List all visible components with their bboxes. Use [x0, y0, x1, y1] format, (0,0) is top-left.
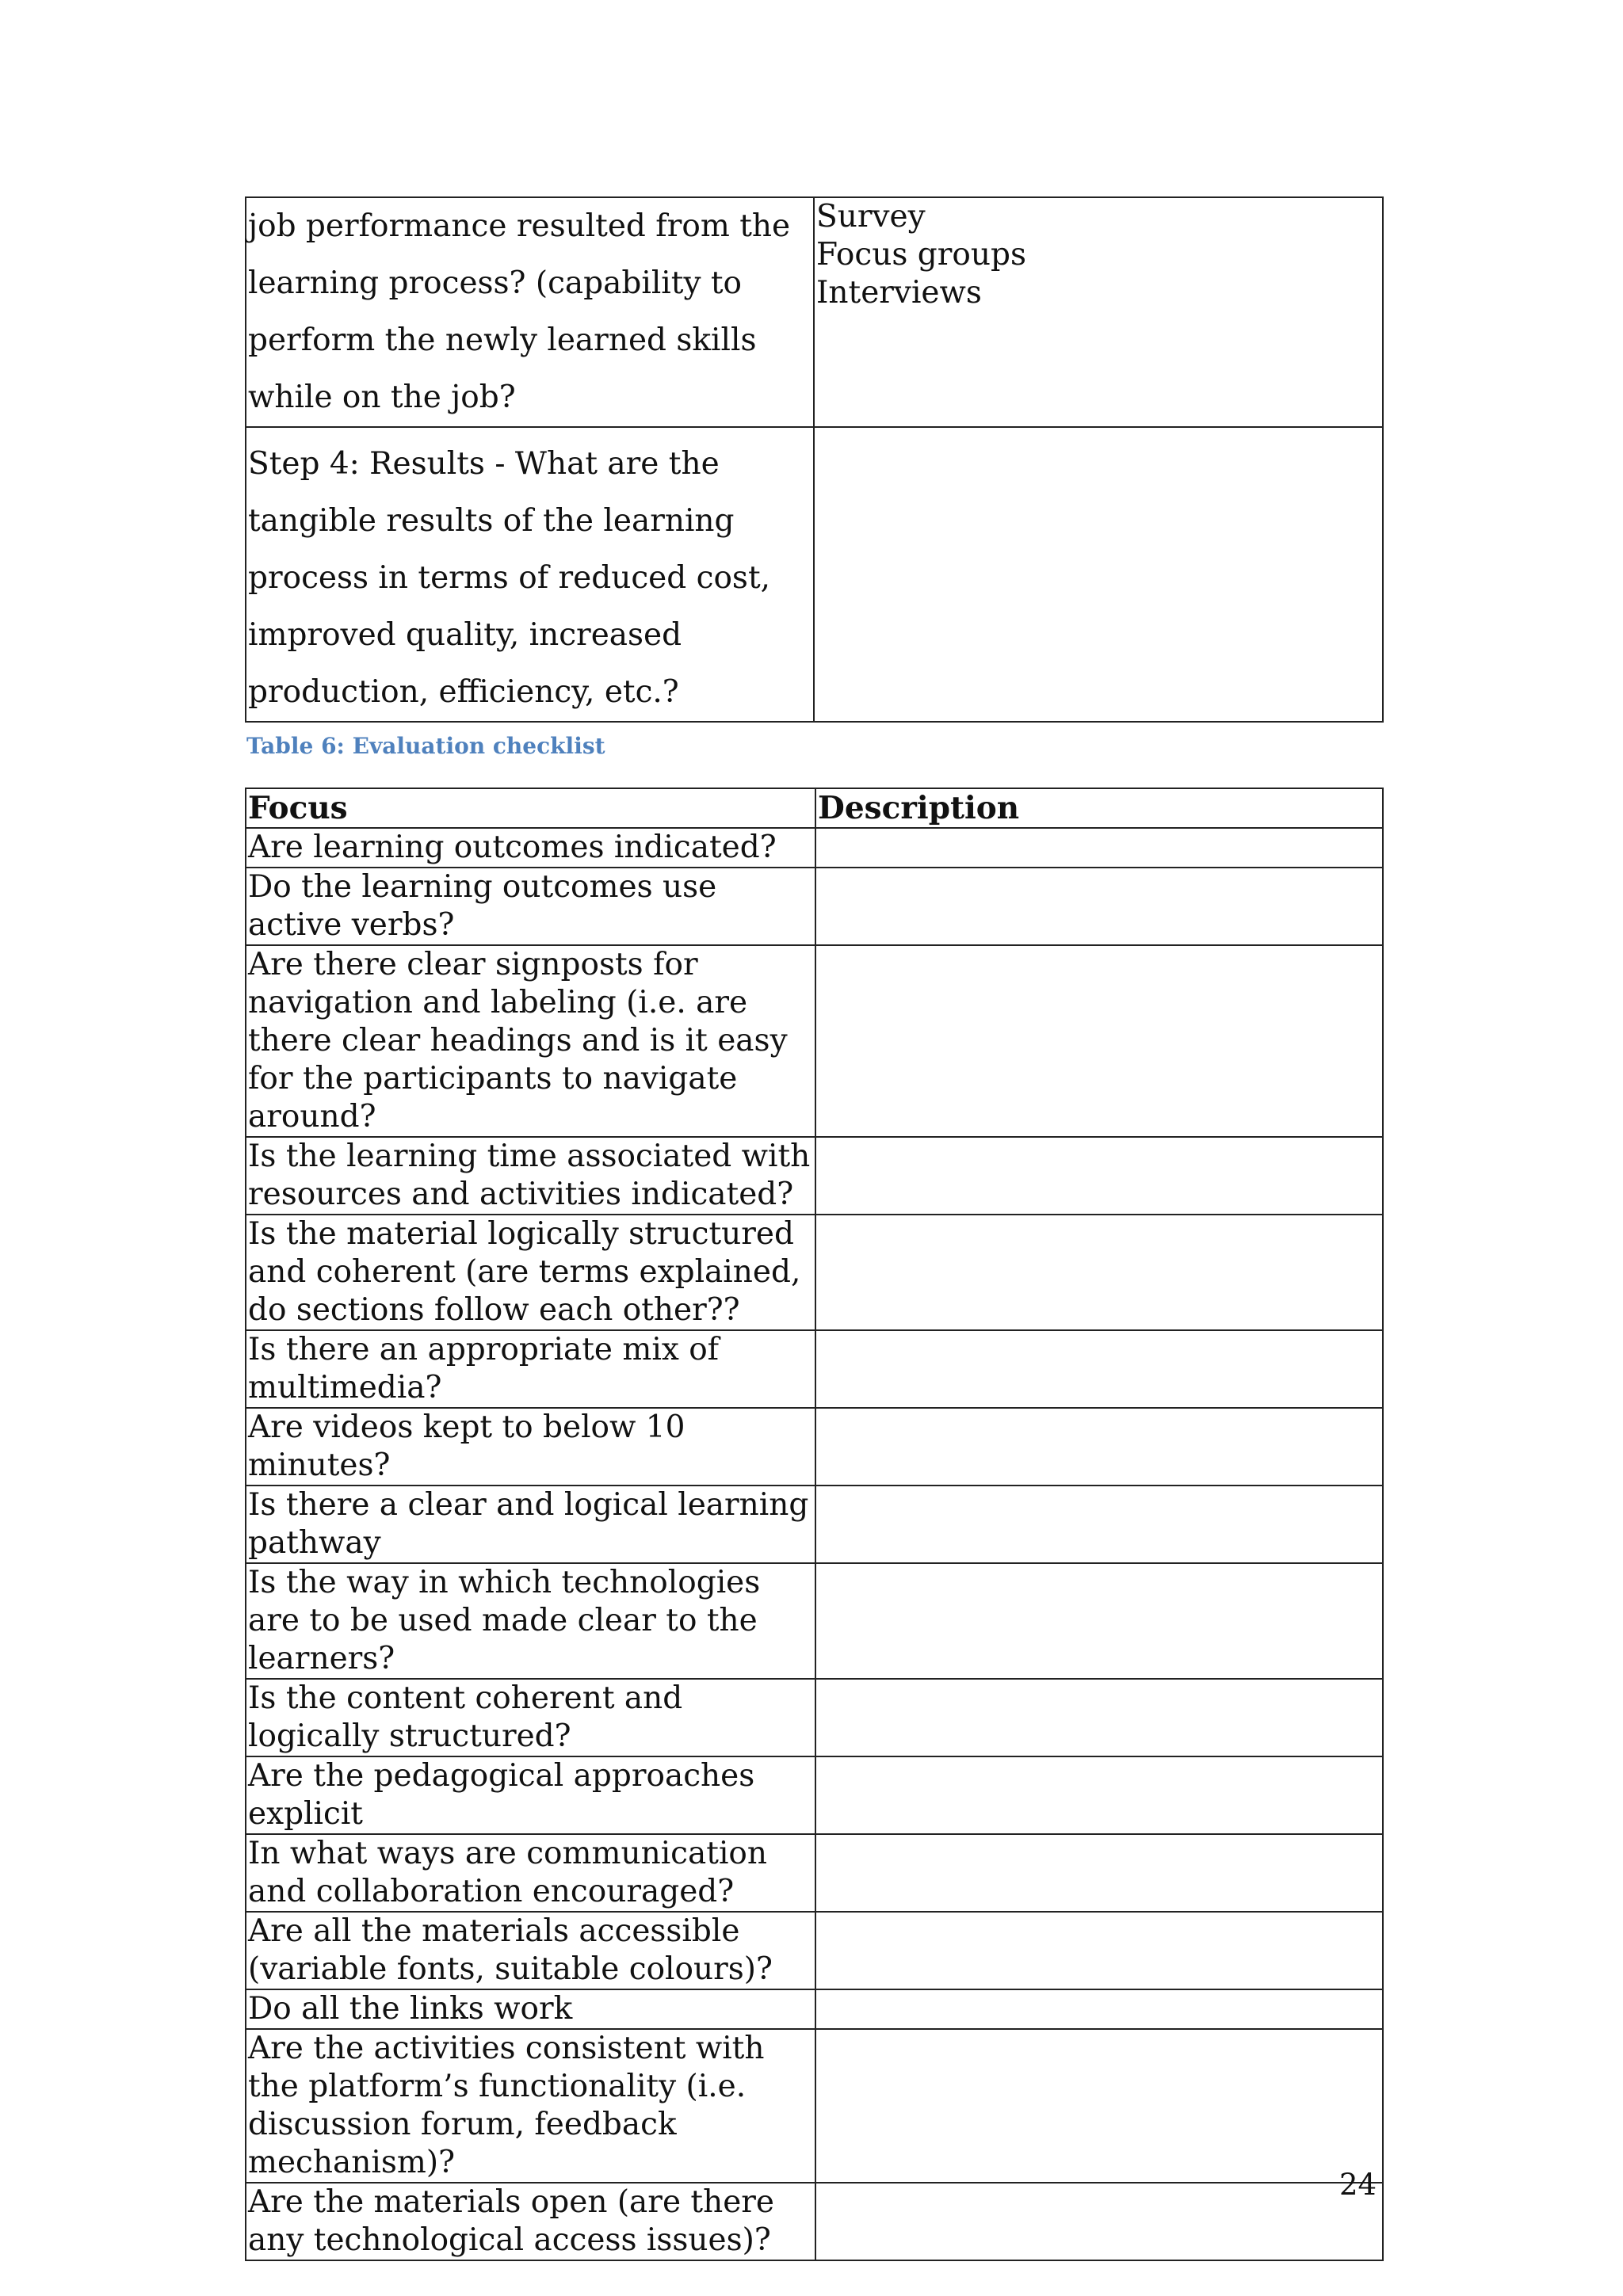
- method-item: Focus groups: [816, 237, 1026, 273]
- focus-cell: Is the learning time associated with resources and activities indicated?: [246, 1137, 815, 1215]
- page-number: 24: [1339, 2168, 1377, 2202]
- focus-cell: Are learning outcomes indicated?: [246, 828, 815, 868]
- table-row: [246, 1408, 1383, 1486]
- focus-cell: In what ways are communication and collaboration encouraged?: [246, 1834, 815, 1912]
- description-cell: [815, 1215, 1383, 1330]
- description-cell: [815, 1756, 1383, 1834]
- focus-cell: Is the way in which technologies are to be used made clear to the learners?: [246, 1563, 815, 1679]
- methods-cell: [814, 427, 1383, 722]
- focus-cell: Are the materials open (are there any technological access issues)?: [246, 2183, 815, 2260]
- table-row: [246, 868, 1383, 945]
- table-row: [246, 2029, 1383, 2183]
- description-cell: [815, 1834, 1383, 1912]
- focus-cell: Do all the links work: [246, 1989, 815, 2029]
- description-cell: [815, 1563, 1383, 1679]
- table-row: [246, 197, 1383, 427]
- description-cell: [815, 1408, 1383, 1486]
- description-cell: [815, 1137, 1383, 1215]
- focus-cell: Are there clear signposts for navigation and labeling (i.e. are there clear headings and is it easy for the participants to navigate around?: [246, 945, 815, 1137]
- evaluation-steps-table: [245, 196, 1384, 723]
- methods-cell: [814, 197, 1383, 427]
- table-row: [246, 1756, 1383, 1834]
- table-row: [246, 1137, 1383, 1215]
- step-question-cell: job performance resulted from the learning process? (capability to perform the newly learned skills while on the job?: [246, 197, 814, 427]
- table-row: [246, 1563, 1383, 1679]
- column-header-focus: Focus: [246, 788, 815, 828]
- description-cell: [815, 1330, 1383, 1408]
- step-question-cell: Step 4: Results - What are the tangible results of the learning process in terms of reduced cost, improved quality, increased production, efficiency, etc.?: [246, 427, 814, 722]
- method-item: Survey: [816, 199, 926, 235]
- description-cell: [815, 828, 1383, 868]
- description-cell: [815, 1679, 1383, 1756]
- table-row: [246, 427, 1383, 722]
- focus-cell: Is the material logically structured and coherent (are terms explained, do sections follow each other??: [246, 1215, 815, 1330]
- focus-cell: Are the activities consistent with the platform’s functionality (i.e. discussion forum, feedback mechanism)?: [246, 2029, 815, 2183]
- focus-cell: Is there an appropriate mix of multimedia?: [246, 1330, 815, 1408]
- focus-cell: Do the learning outcomes use active verbs?: [246, 868, 815, 945]
- focus-cell: Is there a clear and logical learning pathway: [246, 1486, 815, 1563]
- table-row: [246, 1912, 1383, 1989]
- table-header-row: [246, 788, 1383, 828]
- description-cell: [815, 1486, 1383, 1563]
- description-cell: [815, 2183, 1383, 2260]
- description-cell: [815, 868, 1383, 945]
- table-row: [246, 1486, 1383, 1563]
- focus-cell: Are videos kept to below 10 minutes?: [246, 1408, 815, 1486]
- table-row: [246, 945, 1383, 1137]
- evaluation-checklist-table: [245, 788, 1384, 2261]
- table-row: [246, 1215, 1383, 1330]
- table-caption: Table 6: Evaluation checklist: [246, 733, 605, 759]
- focus-cell: Is the content coherent and logically structured?: [246, 1679, 815, 1756]
- table-row: [246, 1989, 1383, 2029]
- description-cell: [815, 1912, 1383, 1989]
- table-row: [246, 2183, 1383, 2260]
- focus-cell: Are the pedagogical approaches explicit: [246, 1756, 815, 1834]
- description-cell: [815, 1989, 1383, 2029]
- focus-cell: Are all the materials accessible (variable fonts, suitable colours)?: [246, 1912, 815, 1989]
- table-row: [246, 828, 1383, 868]
- table-row: [246, 1679, 1383, 1756]
- method-item: Interviews: [816, 275, 982, 311]
- column-header-description: Description: [815, 788, 1383, 828]
- description-cell: [815, 2029, 1383, 2183]
- table-row: [246, 1834, 1383, 1912]
- description-cell: [815, 945, 1383, 1137]
- table-row: [246, 1330, 1383, 1408]
